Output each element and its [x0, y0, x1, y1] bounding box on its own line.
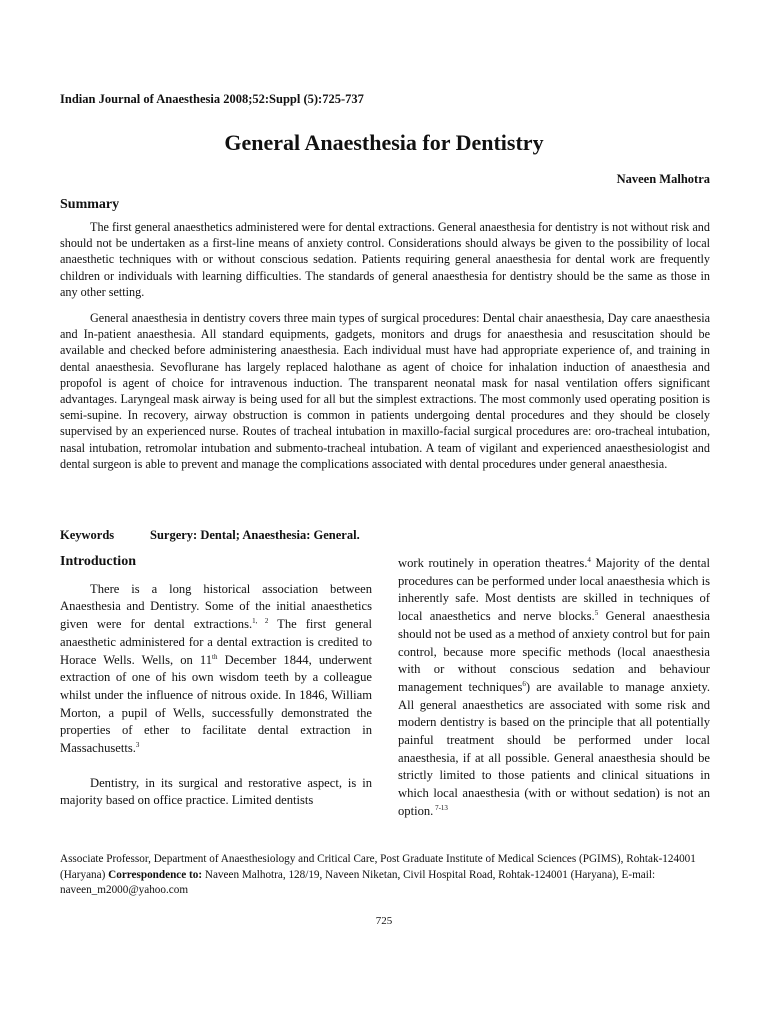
author-affiliation-footnote: [60, 852, 720, 899]
author-name: Naveen Malhotra: [616, 172, 710, 186]
correspondence-label: Correspondence to:: [108, 868, 203, 881]
citation-ref: 5: [594, 608, 599, 617]
keywords-line: [60, 528, 360, 543]
keywords-value: Surgery: Dental; Anaesthesia: General.: [150, 528, 360, 542]
keywords-label: Keywords: [60, 528, 115, 542]
intro-p3-text-c: General anaesthesia should not be used as a method of anxiety control but for pain control, because more specific methods (local anaesthesia with or without conscious sedation and behaviour management techniques: [398, 609, 710, 694]
left-column: [60, 553, 372, 810]
intro-p1-text-a: There is a long historical association between Anaesthesia and Dentistry. Some of the initial anaesthetics given were for dental extractions.: [60, 581, 372, 632]
intro-p1-text-b: The first general anaesthetic administered for a dental extraction is credited to Horace Wells. Wells, on 11: [60, 617, 372, 667]
affiliation-text: Associate Professor, Department of Anaesthesiology and Critical Care, Post Graduate Institute of Medical Sciences (PGIMS), Rohtak-124001 (Haryana): [60, 853, 696, 881]
citation-ref: 4: [587, 555, 591, 564]
intro-p3-text-a: work routinely in operation theatres.: [398, 556, 588, 570]
intro-p3-text-d: ) are available to manage anxiety. All general anaesthetics are associated with some risk and modern dentistry is based on the principle that all potentially painful treatment should be performed under local anaesthesia, if at all possible. General anaesthesia should be strictly limited to those patients and clinical situations in which local anaesthesia (with or without sedation) is not an option.: [398, 679, 710, 818]
summary-paragraph-1: The first general anaesthetics administered were for dental extractions. General anaesthesia for dentistry is not without risk and should not be undertaken as a first-line means of anxiety control. Considerations should always be given to the possibility of local anaesthetic techniques with or without conscious sedation. Patients requiring general anaesthesia for dental work are frequently children or individuals with learning difficulties. The standards of general anaesthesia for dentistry should be the same as those in any other setting.: [60, 220, 710, 299]
right-column: [398, 555, 710, 821]
journal-citation: Indian Journal of Anaesthesia 2008;52:Suppl (5):725-737: [60, 92, 364, 106]
intro-paragraph-3: [398, 555, 710, 821]
correspondence-text: Naveen Malhotra, 128/19, Naveen Niketan, Civil Hospital Road, Rohtak-124001 (Haryana), E-mail: naveen_m2000@yahoo.com: [60, 868, 656, 896]
intro-paragraph-1: [60, 581, 372, 758]
citation-ref: 6: [522, 679, 526, 688]
citation-ref: 7-13: [433, 803, 448, 812]
introduction-heading: Introduction: [60, 554, 136, 569]
intro-p3-text-b: Majority of the dental procedures can be performed under local anaesthesia which is inherently safe. Most dentists are skilled in techniques of local anaesthetics and nerve blocks.: [398, 556, 710, 624]
summary-paragraph-2: General anaesthesia in dentistry covers three main types of surgical procedures: Dental chair anaesthesia, Day care anaesthesia and In-patient anaesthesia. All standard equipments, gadgets, monitors and drugs for anaesthesia and resuscitation should be available and checked before administering anaesthesia. Each individual must have had appropriate experience of, and training in dental anaesthesia. Sevoflurane has largely replaced halothane as agent of choice for inhalation induction of anaesthesia and propofol is agent of choice for intravenous induction. The transparent neonatal mask for nasal ventilation offers significant advantages. Laryngeal mask airway is being used for all but the simplest extractions. The most commonly used operating position is semi-supine. In recovery, airway obstruction is common in patients undergoing dental procedures and they should be closely supervised by an experienced nurse. Routes of tracheal intubation in maxillo-facial surgical procedures are: oro-tracheal intubation, nasal intubation, retromolar intubation and submento-tracheal intubation. A team of vigilant and experienced anaesthesiologist and dental surgeon is able to prevent and manage the complications associated with dental procedures under general anaesthesia.: [60, 311, 710, 471]
citation-ref: 1, 2: [252, 616, 269, 625]
citation-ref: 3: [135, 740, 140, 749]
summary-section: [60, 219, 710, 472]
intro-p1-text-c: December 1844, underwent extraction of one of his own wisdom teeth by a colleague whilst under the influence of nitrous oxide. In 1846, William Morton, a pupil of Wells, successfully demonstrated the properties of ether to facilitate dental extraction in Massachusetts.: [60, 652, 372, 756]
page-number: 725: [375, 915, 393, 927]
intro-paragraph-2: Dentistry, in its surgical and restorative aspect, is in majority based on office practice. Limited dentists: [60, 775, 372, 808]
ordinal-suffix: th: [212, 652, 218, 661]
summary-heading: Summary: [60, 197, 120, 212]
article-title: General Anaesthesia for Dentistry: [224, 130, 544, 155]
